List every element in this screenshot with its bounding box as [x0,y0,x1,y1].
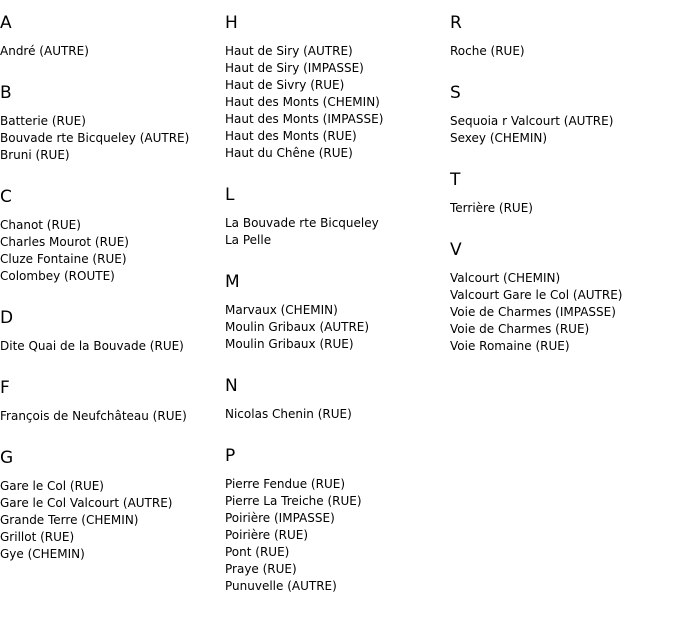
section-letter: A [0,13,12,33]
street-item: Grillot (RUE) [0,530,75,544]
street-item: Pierre Fendue (RUE) [225,477,345,491]
letter-group [0,308,225,355]
street-item: Haut de Siry (AUTRE) [225,44,353,58]
street-item: Pont (RUE) [225,545,290,559]
street-item: Voie Romaine (RUE) [450,339,570,353]
street-item: Haut du Chêne (RUE) [225,146,353,160]
street-item: Terrière (RUE) [450,201,533,215]
street-list [0,408,225,425]
street-list [225,476,450,595]
street-item: Valcourt (CHEMIN) [450,271,561,285]
section-letter: V [450,240,462,260]
letter-group [450,170,675,217]
street-item: Marvaux (CHEMIN) [225,303,338,317]
street-item: Sequoia r Valcourt (AUTRE) [450,114,614,128]
street-item: Voie de Charmes (RUE) [450,322,590,336]
section-letter: T [450,170,461,190]
street-item: Haut de Sivry (RUE) [225,78,345,92]
section-letter: D [0,308,14,328]
letter-group [225,185,450,249]
letter-group [450,240,675,355]
street-list [450,113,675,147]
street-item: Bouvade rte Bicqueley (AUTRE) [0,131,190,145]
street-item: Chanot (RUE) [0,218,81,232]
street-list [450,200,675,217]
street-item: Sexey (CHEMIN) [450,131,548,145]
street-item: Pierre La Treiche (RUE) [225,494,362,508]
street-item: Haut des Monts (IMPASSE) [225,112,384,126]
street-item: Moulin Gribaux (RUE) [225,337,354,351]
street-item: Roche (RUE) [450,44,525,58]
letter-group [225,376,450,423]
letter-group [225,13,450,162]
street-list [225,43,450,162]
street-item: Gye (CHEMIN) [0,547,85,561]
street-item: Dite Quai de la Bouvade (RUE) [0,339,184,353]
street-item: Haut de Siry (IMPASSE) [225,61,364,75]
street-item: Cluze Fontaine (RUE) [0,252,127,266]
street-item: Voie de Charmes (IMPASSE) [450,305,616,319]
street-list [225,302,450,353]
letter-group [0,83,225,164]
street-item: Valcourt Gare le Col (AUTRE) [450,288,623,302]
street-item: Poirière (RUE) [225,528,309,542]
street-item: Bruni (RUE) [0,148,70,162]
section-letter: P [225,446,236,466]
street-list [0,478,225,563]
section-letter: R [450,13,462,33]
section-letter: M [225,272,240,292]
street-item: Haut des Monts (CHEMIN) [225,95,380,109]
letter-group [0,13,225,60]
letter-group [225,272,450,353]
section-letter: L [225,185,235,205]
street-list [0,217,225,285]
street-list [0,113,225,164]
street-list [225,406,450,423]
street-item: Gare le Col (RUE) [0,479,104,493]
street-item: Nicolas Chenin (RUE) [225,407,352,421]
street-item: Praye (RUE) [225,562,297,576]
letter-group [0,187,225,285]
street-item: François de Neufchâteau (RUE) [0,409,187,423]
section-letter: S [450,83,461,103]
section-letter: F [0,378,10,398]
section-letter: B [0,83,12,103]
street-item: La Pelle [225,233,272,247]
section-letter: C [0,187,12,207]
street-list [0,338,225,355]
letter-group [450,83,675,147]
street-list [0,43,225,60]
street-item: Batterie (RUE) [0,114,86,128]
letter-group [0,448,225,563]
section-letter: H [225,13,238,33]
street-item: La Bouvade rte Bicqueley [225,216,379,230]
letter-group [0,378,225,425]
street-item: Punuvelle (AUTRE) [225,579,337,593]
street-item: Grande Terre (CHEMIN) [0,513,139,527]
street-list [450,270,675,355]
index-column [225,0,450,595]
street-list [450,43,675,60]
street-item: Charles Mourot (RUE) [0,235,129,249]
section-letter: N [225,376,238,396]
letter-group [450,13,675,60]
index-column [0,0,225,563]
index-column [450,0,675,355]
section-letter: G [0,448,14,468]
street-item: Colombey (ROUTE) [0,269,115,283]
street-item: Gare le Col Valcourt (AUTRE) [0,496,173,510]
street-list [225,215,450,249]
street-item: André (AUTRE) [0,44,89,58]
street-item: Poirière (IMPASSE) [225,511,335,525]
letter-group [225,446,450,595]
street-item: Haut des Monts (RUE) [225,129,357,143]
street-item: Moulin Gribaux (AUTRE) [225,320,370,334]
